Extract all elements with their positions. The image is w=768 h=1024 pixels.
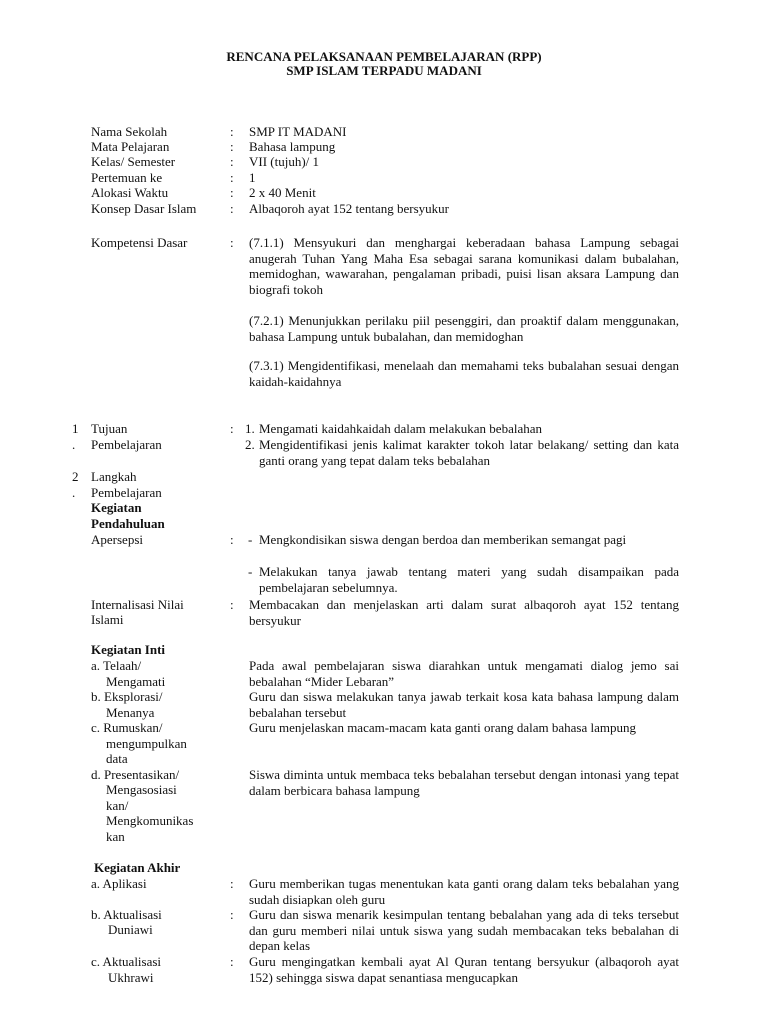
inti-step-text: Guru menjelaskan macam-macam kata ganti orang dalam bahasa lampung	[249, 720, 636, 735]
kd-item: (7.1.1) Mensyukuri dan menghargai keberadaan bahasa Lampung sebagai anugerah Tuhan Yang Maha Esa sebagai sarana komunikasi dalam bubalahan, memidoghan, wawarahan, pengalaman pribadi, puisi lisan aksara Lampung dan biografi tokoh	[249, 235, 679, 297]
colon: :	[230, 876, 234, 891]
inti-step-text: Siswa diminta untuk membaca teks bebalahan tersebut dengan intonasi yang tepat dalam berbicara bahasa lampung	[249, 767, 679, 798]
inti-step-label: d. Presentasikan/	[91, 767, 180, 782]
inti-step-label: a. Telaah/	[91, 658, 142, 673]
langkah-label: Langkah	[91, 469, 137, 484]
colon: :	[230, 170, 234, 185]
langkah-label: Pembelajaran	[91, 485, 162, 500]
identity-label: Alokasi Waktu	[91, 185, 169, 200]
apersepsi-item: Melakukan tanya jawab tentang materi yang sudah disampaikan pada pembelajaran sebelumnya.	[259, 564, 679, 595]
section-number-dot: .	[72, 485, 76, 500]
akhir-step-text: Guru memberikan tugas menentukan kata ganti orang dalam teks bebalahan yang sudah disiapkan oleh guru	[249, 876, 679, 907]
inti-step-label: b. Eksplorasi/	[91, 689, 163, 704]
inti-heading: Kegiatan Inti	[91, 642, 166, 657]
akhir-step-label: Duniawi	[108, 922, 153, 937]
colon: :	[230, 185, 234, 200]
akhir-step-label: a. Aplikasi	[91, 876, 147, 891]
identity-label: Mata Pelajaran	[91, 139, 170, 154]
akhir-step-label: b. Aktualisasi	[91, 907, 162, 922]
identity-label: Konsep Dasar Islam	[91, 201, 197, 216]
bullet-dash: -	[248, 532, 253, 547]
document-title: RENCANA PELAKSANAAN PEMBELAJARAN (RPP)	[226, 49, 542, 64]
inti-step-label: Mengkomunikas	[106, 813, 194, 828]
kd-item: (7.3.1) Mengidentifikasi, menelaah dan memahami teks bubalahan sesuai dengan kaidah-kaidahnya	[249, 358, 679, 389]
internalisasi-label: Islami	[91, 612, 124, 627]
colon: :	[230, 421, 234, 436]
pendahuluan-heading: Kegiatan	[91, 500, 142, 515]
colon: :	[230, 124, 234, 139]
section-number-dot: .	[72, 437, 76, 452]
inti-step-label: c. Rumuskan/	[91, 720, 163, 735]
section-number: 1	[72, 421, 79, 436]
identity-label: Kelas/ Semester	[91, 154, 176, 169]
tujuan-label: Tujuan	[91, 421, 128, 436]
tujuan-label: Pembelajaran	[91, 437, 162, 452]
colon: :	[230, 201, 234, 216]
inti-step-label: Mengamati	[106, 674, 166, 689]
colon: :	[230, 597, 234, 612]
apersepsi-label: Apersepsi	[91, 532, 143, 547]
akhir-step-text: Guru mengingatkan kembali ayat Al Quran tentang bersyukur (albaqoroh ayat 152) sehingga siswa dapat senantiasa mengucapkan	[249, 954, 679, 985]
section-number: 2	[72, 469, 79, 484]
identity-value: VII (tujuh)/ 1	[249, 154, 320, 169]
inti-step-label: data	[106, 751, 128, 766]
pendahuluan-heading: Pendahuluan	[91, 516, 165, 531]
document-subtitle: SMP ISLAM TERPADU MADANI	[286, 63, 482, 78]
colon: :	[230, 235, 234, 250]
inti-step-label: mengumpulkan	[106, 736, 187, 751]
inti-step-label: kan	[106, 829, 125, 844]
akhir-step-text: Guru dan siswa menarik kesimpulan tentang bebalahan yang ada di teks tersebut dan guru memberi nilai untuk siswa yang sudah membacakan teks bebalahan di depan kelas	[249, 907, 679, 953]
colon: :	[230, 907, 234, 922]
bullet-dash: -	[248, 564, 253, 579]
identity-value: 1	[249, 170, 256, 185]
colon: :	[230, 154, 234, 169]
colon: :	[230, 532, 234, 547]
kd-label: Kompetensi Dasar	[91, 235, 188, 250]
colon: :	[230, 954, 234, 969]
inti-step-text: Pada awal pembelajaran siswa diarahkan untuk mengamati dialog jemo sai bebalahan “Mider Lebaran”	[249, 658, 679, 689]
inti-step-label: kan/	[106, 798, 129, 813]
identity-value: 2 x 40 Menit	[249, 185, 316, 200]
identity-label: Pertemuan ke	[91, 170, 163, 185]
internalisasi-label: Internalisasi Nilai	[91, 597, 184, 612]
akhir-heading: Kegiatan Akhir	[94, 860, 181, 875]
identity-label: Nama Sekolah	[91, 124, 168, 139]
akhir-step-label: Ukhrawi	[108, 970, 154, 985]
tujuan-item: Mengidentifikasi jenis kalimat karakter tokoh latar belakang/ setting dan kata ganti orang yang tepat dalam teks bebalahan	[259, 437, 679, 468]
apersepsi-item: Mengkondisikan siswa dengan berdoa dan memberikan semangat pagi	[259, 532, 627, 547]
identity-value: SMP IT MADANI	[249, 124, 347, 139]
colon: :	[230, 139, 234, 154]
tujuan-item: Mengamati kaidahkaidah dalam melakukan bebalahan	[259, 421, 542, 436]
list-number: 2.	[245, 437, 255, 452]
akhir-step-label: c. Aktualisasi	[91, 954, 162, 969]
inti-step-label: Mengasosiasi	[106, 782, 177, 797]
inti-step-label: Menanya	[106, 705, 155, 720]
list-number: 1.	[245, 421, 255, 436]
identity-value: Albaqoroh ayat 152 tentang bersyukur	[249, 201, 450, 216]
identity-value: Bahasa lampung	[249, 139, 336, 154]
kd-item: (7.2.1) Menunjukkan perilaku piil pesenggiri, dan proaktif dalam menggunakan, bahasa Lampung untuk bubalahan, dan memidoghan	[249, 313, 679, 344]
inti-step-text: Guru dan siswa melakukan tanya jawab terkait kosa kata bahasa lampung dalam bebalahan tersebut	[249, 689, 679, 720]
internalisasi-text: Membacakan dan menjelaskan arti dalam surat albaqoroh ayat 152 tentang bersyukur	[249, 597, 679, 628]
